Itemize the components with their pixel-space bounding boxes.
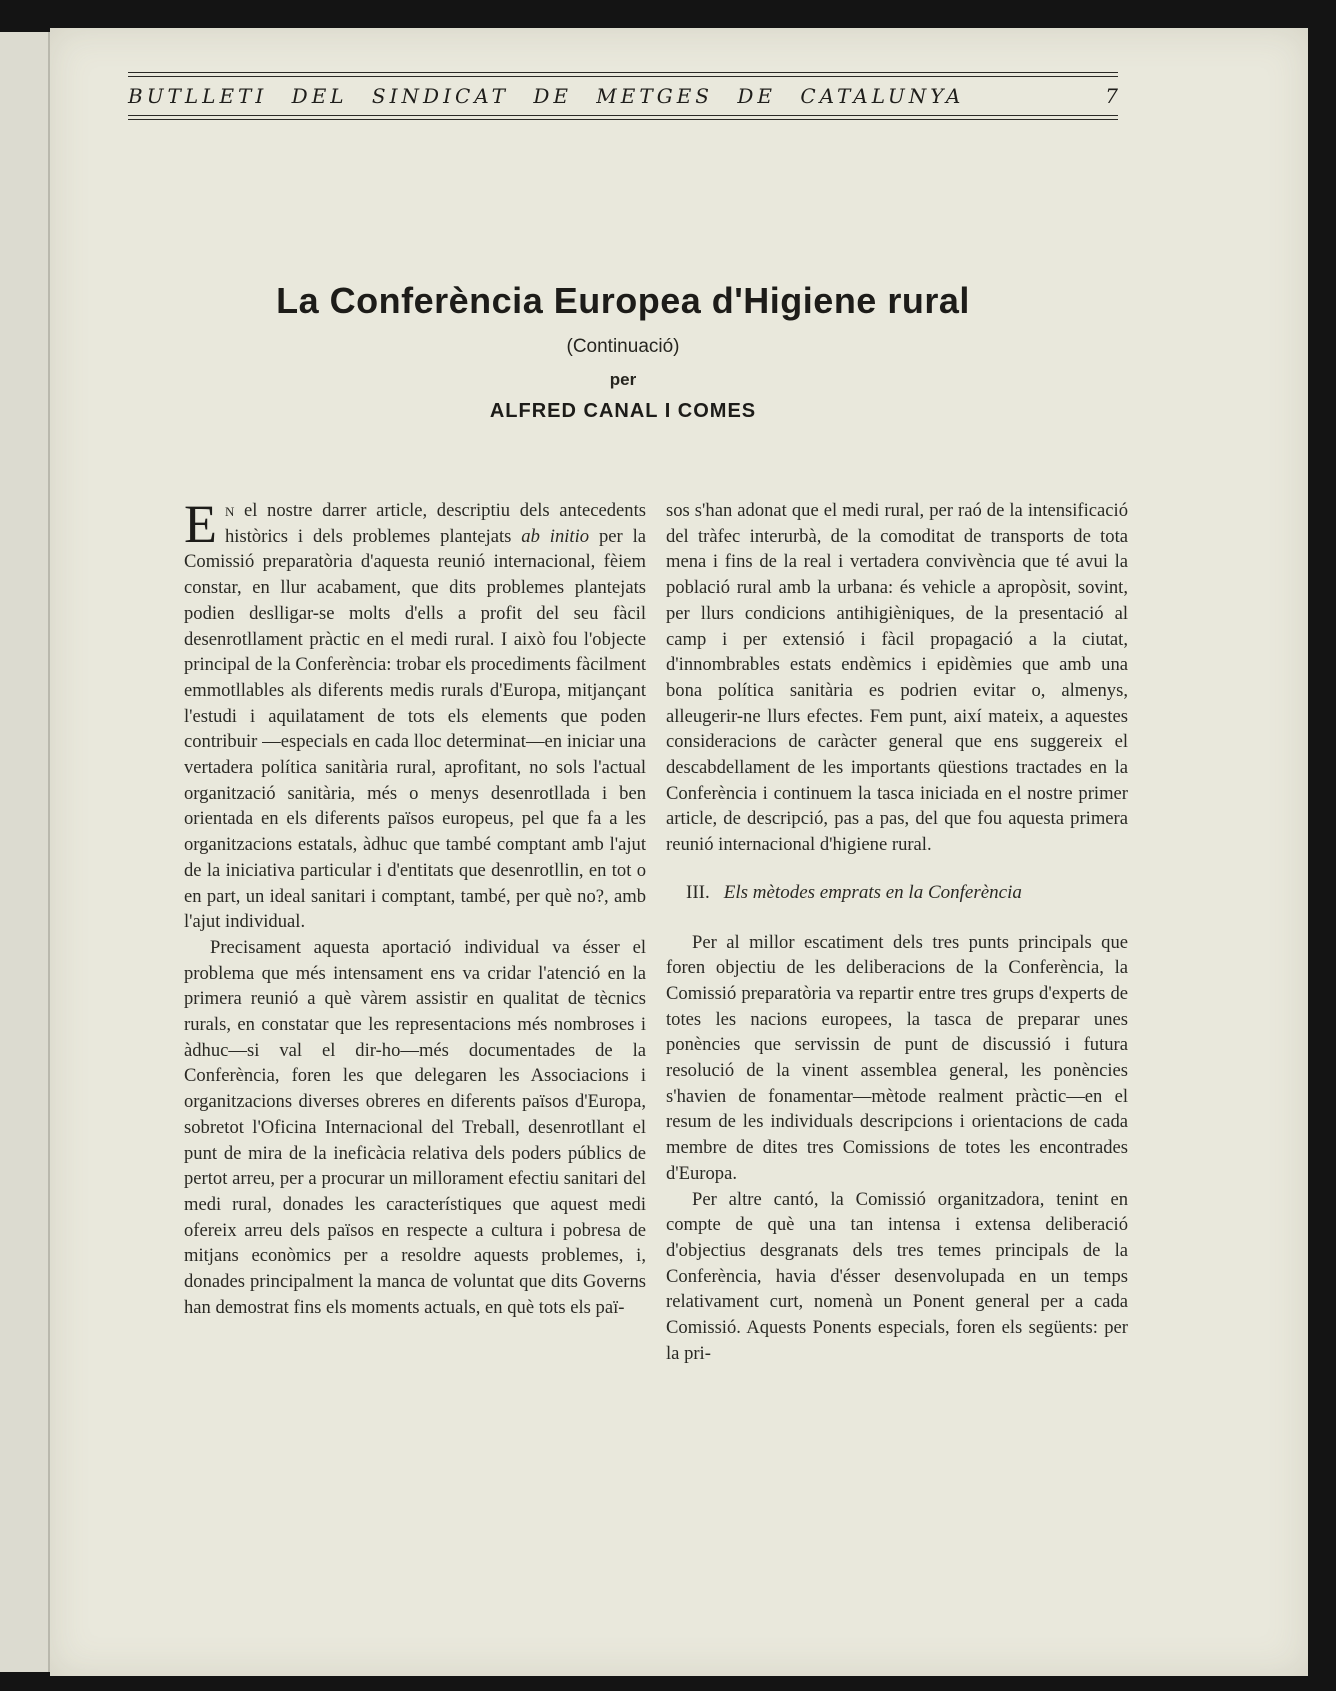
paragraph: sos s'han adonat que el medi rural, per raó de la intensificació del tràfec interurbà, de la comoditat de transports de tota mena i fins de la real i vertadera convivència que té avui la població rural amb la urbana: és vehicle a apropòsit, sovint, per llurs condicions antihigièniques, de la presentació al camp i per extensió i fàcil propagació a la ciutat, d'innombrables estats endèmics i epidèmies que amb una bona política sanitària es podrien evitar o, almenys, alleugerir-ne llurs efectes. Fem punt, així mateix, a aquestes consideracions de caràcter general que ens suggereix el descabdellament de les importants qüestions tractades en la Conferència i continuem la tasca iniciada en el nostre primer article, de descripció, pas a pas, del que fou aquesta primera reunió internacional d'higiene rural. <box>666 500 1128 856</box>
article-title: La Conferència Europea d'Higiene rural <box>276 280 970 321</box>
paragraph-text: per la Comissió preparatòria d'aquesta reunió internacional, fèiem constar, en llur acabament, que dits problemes plantejats podien deslligar-se molts d'ells a profit del seu fàcil desenrotllament pràctic en el medi rural. I això fou l'objecte principal de la Conferència: trobar els procediments fàcilment emmotllables als diferents medis rurals d'Europa, mitjançant l'estudi i aquilatament de tots els elements que poden contribuir —especials en cada lloc determinat—en iniciar una vertadera política sanitària rural, aprofitant, no sols l'actual organització sanitària, més o menys desenrotllada i ben orientada en els diferents països europeus, pel que fa a les organitzacions estatals, àdhuc que també comptant amb l'ajut de la iniciativa particular i d'entitats que desenrotllin, en tot o en part, un ideal sanitari i comptant, també, per què no?, amb l'ajut individual. <box>184 525 646 933</box>
text-column-right <box>666 498 1128 1367</box>
header-rule-top <box>128 72 1118 73</box>
facing-page-edge <box>0 32 50 1672</box>
article-subtitle: (Continuació) <box>566 336 680 357</box>
header-rule-bottom-2 <box>128 119 1118 120</box>
section-heading <box>686 880 1128 906</box>
page-number: 7 <box>1105 84 1118 108</box>
header-rule-bottom <box>128 115 1118 116</box>
italic-phrase: ab initio <box>521 525 590 547</box>
paragraph: Precisament aquesta aportació individual va ésser el problema que més intensament ens va cridar l'atenció en la primera reunió a què vàrem assistir en qualitat de tècnics rurals, en constatar que les representacions més nombroses i àdhuc—si val el dir-ho—més documentades de la Conferència, foren les que delegaren les Associacions i organitzacions diverses obreres en diferents països d'Europa, sobretot l'Oficina Internacional del Treball, desenrotllant el punt de mira de la ineficàcia relativa dels poders públics de pertot arreu, per a procurar un millorament efectiu sanitari del medi rural, donades les característiques que aquest medi ofereix arreu dels països en respecte a cultura i pobresa de mitjans econòmics per a resoldre aquests problemes, i, donades principalment la manca de voluntat que dits Governs han demostrat fins els moments actuals, en què tots els paï- <box>184 936 646 1318</box>
journal-title: BUTLLETI DEL SINDICAT DE METGES DE CATALUNYA <box>128 84 965 108</box>
paragraph <box>184 494 646 935</box>
drop-cap: E <box>184 494 217 554</box>
paragraph: Per altre cantó, la Comissió organitzadora, tenint en compte de què una tan intensa i extensa deliberació d'objectius desgranats dels tres temes principals de la Conferència, havia d'ésser desenvolupada en un temps relativament curt, nomenà un Ponent general per a cada Comissió. Aquests Ponents especials, foren els següents: per la pri- <box>666 1188 1128 1364</box>
first-word: n <box>225 500 235 521</box>
section-number: III. <box>686 881 710 903</box>
byline-per: per <box>609 370 637 389</box>
article-author: ALFRED CANAL I COMES <box>489 400 757 422</box>
text-column-left <box>184 494 646 1321</box>
section-title: Els mètodes emprats en la Conferència <box>723 881 1022 903</box>
running-header <box>128 72 1118 120</box>
header-row <box>128 77 1118 115</box>
paragraph-text: el nostre darrer article, descriptiu dels antecedents històrics i dels problemes plantejats <box>225 500 646 547</box>
paragraph: Per al millor escatiment dels tres punts principals que foren objectiu de les deliberacions de la Conferència, la Comissió preparatòria va repartir entre tres grups d'experts de totes les nacions europees, la tasca de preparar unes ponències que servissin de punt de discussió i futura resolució de la vinent assemblea general, les ponències s'havien de fonamentar—mètode realment pràctic—en el resum de les individuals descripcions i orientacions de cada membre de dites tres Comissions de totes les encontrades d'Europa. <box>666 931 1128 1184</box>
